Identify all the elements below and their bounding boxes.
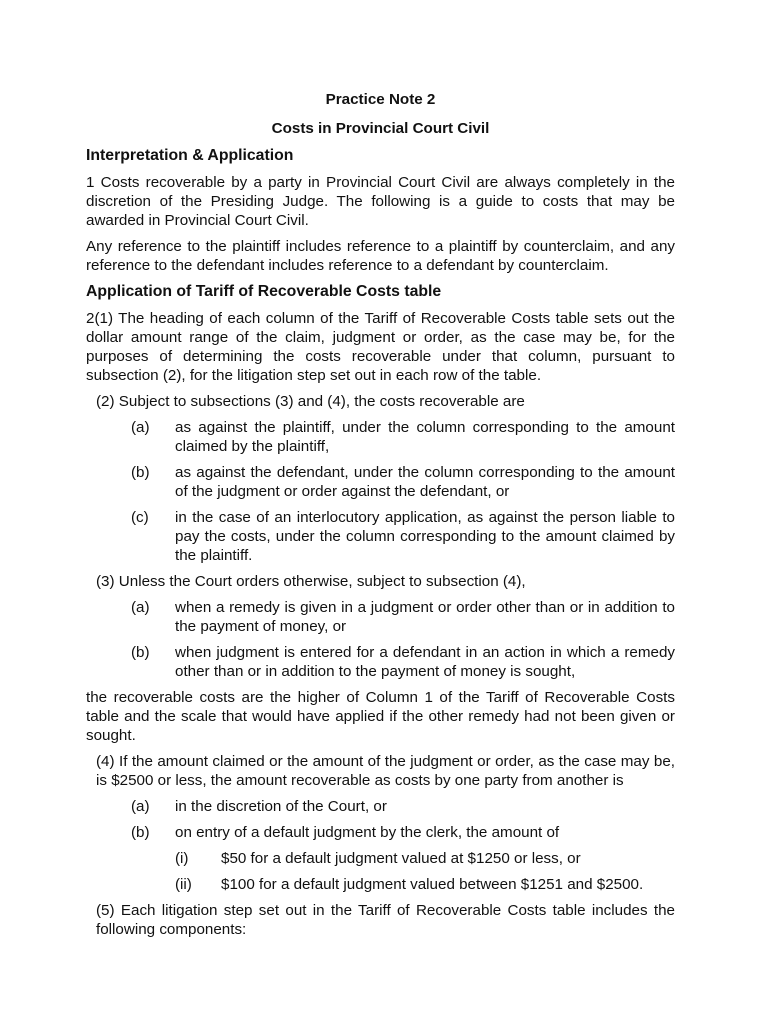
- item-text: on entry of a default judgment by the clerk, the amount of: [175, 824, 560, 841]
- subsection-5-intro: (5) Each litigation step set out in the Tariff of Recoverable Costs table includes the following components:: [96, 902, 675, 938]
- list-item: [86, 643, 675, 681]
- sub-list-item: [86, 875, 675, 894]
- item-label: (b): [131, 644, 150, 661]
- item-text: as against the plaintiff, under the column corresponding to the amount claimed by the plaintiff,: [175, 419, 675, 455]
- sub-list-item: [86, 849, 675, 868]
- subsection-2-intro: (2) Subject to subsections (3) and (4), the costs recoverable are: [96, 393, 525, 410]
- item-label: (a): [131, 419, 150, 436]
- item-text: in the case of an interlocutory application, as against the person liable to pay the costs, under the column corresponding to the amount claimed by the plaintiff.: [175, 509, 675, 564]
- list-item: [86, 598, 675, 636]
- item-label: (a): [131, 599, 150, 616]
- list-item: [86, 797, 675, 816]
- item-text: in the discretion of the Court, or: [175, 798, 387, 815]
- document-title: Practice Note 2: [325, 91, 436, 108]
- item-label: (c): [131, 509, 149, 526]
- sub-item-label: (ii): [175, 876, 192, 893]
- paragraph-1: 1 Costs recoverable by a party in Provincial Court Civil are always completely in the discretion of the Presiding Judge. The following is a guide to costs that may be awarded in Provincial Court Civil.: [86, 174, 675, 229]
- subsection-3-intro: (3) Unless the Court orders otherwise, subject to subsection (4),: [96, 573, 526, 590]
- document-subtitle: Costs in Provincial Court Civil: [271, 120, 490, 137]
- sub-item-text: $50 for a default judgment valued at $1250 or less, or: [221, 850, 581, 867]
- paragraph-2-1: 2(1) The heading of each column of the Tariff of Recoverable Costs table sets out the dollar amount range of the claim, judgment or order, as the case may be, for the purposes of determining the costs recoverable under that column, pursuant to subsection (2), for the litigation step set out in each row of the table.: [86, 310, 675, 384]
- item-label: (a): [131, 798, 150, 815]
- list-item: [86, 463, 675, 501]
- section-heading-tariff: Application of Tariff of Recoverable Costs table: [86, 283, 442, 300]
- list-item: [86, 508, 675, 565]
- sub-item-text: $100 for a default judgment valued between $1251 and $2500.: [221, 876, 644, 893]
- item-text: as against the defendant, under the column corresponding to the amount of the judgment or order against the defendant, or: [175, 464, 675, 500]
- item-label: (b): [131, 464, 150, 481]
- item-text: when judgment is entered for a defendant in an action in which a remedy other than or in addition to the payment of money is sought,: [175, 644, 675, 680]
- subsection-3-closing: the recoverable costs are the higher of Column 1 of the Tariff of Recoverable Costs table and the scale that would have applied if the other remedy had not been given or sought.: [86, 689, 675, 744]
- subsection-4-intro: (4) If the amount claimed or the amount of the judgment or order, as the case may be, is $2500 or less, the amount recoverable as costs by one party from another is: [96, 753, 675, 789]
- item-text: when a remedy is given in a judgment or order other than or in addition to the payment of money, or: [175, 599, 675, 635]
- sub-item-label: (i): [175, 850, 189, 867]
- paragraph-2: Any reference to the plaintiff includes reference to a plaintiff by counterclaim, and any reference to the defendant includes reference to a defendant by counterclaim.: [86, 238, 675, 274]
- item-label: (b): [131, 824, 150, 841]
- list-item: [86, 823, 675, 842]
- section-heading-interpretation: Interpretation & Application: [86, 147, 294, 164]
- list-item: [86, 418, 675, 456]
